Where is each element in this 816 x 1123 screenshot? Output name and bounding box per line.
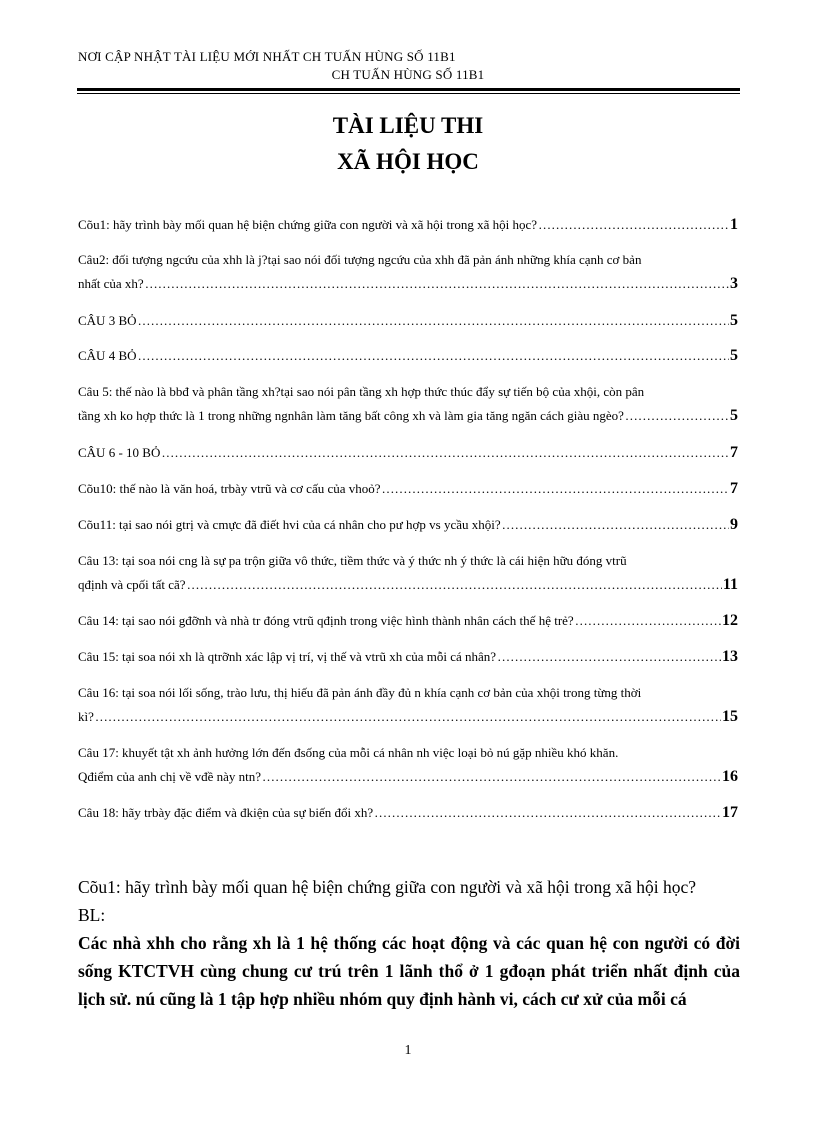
toc-page-number: 11 [722, 576, 738, 593]
toc-leader-dots [625, 404, 729, 428]
toc-entry[interactable] [78, 344, 738, 368]
toc-entry[interactable] [78, 380, 738, 428]
toc-page-number: 5 [730, 312, 738, 329]
header-line-1: NƠI CẬP NHẬT TÀI LIỆU MỚI NHẤT CH TUẤN HÙNG SỐ 11B1 [78, 49, 456, 64]
document-title: TÀI LIỆU THI [332, 113, 484, 138]
header-line-2: CH TUẤN HÙNG SỐ 11B1 [331, 67, 485, 82]
toc-entry-text: Cõu11: tại sao nói gtrị và cmực đã điết hvi của cá nhân cho pư hợp vs ycầu xhội? [78, 517, 501, 532]
toc-page-number: 17 [722, 804, 738, 821]
toc-entry-text: Câu 14: tại sao nói gđỡnh và nhà tr đóng vtrũ qđịnh trong việc hình thành nhân cách thế hệ trẻ? [78, 613, 574, 628]
toc-entry[interactable] [78, 213, 738, 237]
toc-entry-text: qđịnh và cpối tất cã? [78, 577, 186, 592]
toc-leader-dots [538, 213, 729, 237]
toc-entry[interactable] [78, 248, 738, 296]
toc-leader-dots [138, 344, 729, 368]
toc-leader-dots [145, 272, 729, 296]
toc-entry[interactable] [78, 309, 738, 333]
toc-entry-text: kì? [78, 709, 94, 724]
toc-entry-text: Cõu1: hãy trình bày mối quan hệ biện chứng giữa con người và xã hội trong xã hội học? [78, 217, 538, 232]
document-subtitle: XÃ HỘI HỌC [337, 149, 479, 174]
toc-page-number: 9 [730, 516, 738, 533]
toc-leader-dots [575, 609, 721, 633]
toc-page-number: 7 [730, 444, 738, 461]
toc-entry[interactable] [78, 681, 738, 729]
toc-entry-text: Cõu10: thế nào là văn hoá, trbày vtrũ và cơ cấu của vhoỏ? [78, 481, 381, 496]
toc-entry-text: Câu 17: khuyết tật xh ảnh hưởng lớn đến đsống của mỗi cá nhân nh việc loại bỏ nú gặp nhiều khó khăn. [78, 745, 619, 760]
toc-page-number: 13 [722, 648, 738, 665]
toc-page-number: 5 [730, 407, 738, 424]
toc-entry-text: nhất của xh? [78, 276, 144, 291]
table-of-contents [78, 213, 738, 825]
toc-entry-text: Câu 16: tại soa nói lối sống, trào lưu, thị hiếu đã pản ánh đầy đủ n khía cạnh cơ bản của xhội trong từng thời [78, 685, 642, 700]
toc-entry[interactable] [78, 549, 738, 597]
toc-entry[interactable] [78, 477, 738, 501]
answer-label: BL: [78, 905, 106, 925]
answer-paragraph: Các nhà xhh cho rằng xh là 1 hệ thống các hoạt động và các quan hệ con người có đời sống KTCTVH cùng chung cư trú trên 1 lãnh thổ ở 1 gđoạn phát triển nhất định của lịch sử. nú cũng là 1 tập hợp nhiều nhóm quy định hành vi, cách cư xử của mỗi cá [78, 933, 740, 1009]
toc-entry-text: Câu 5: thế nào là bbđ và phân tầng xh?tại sao nói pân tầng xh hợp thức thúc đẩy sự tiến bộ của xhội, còn pân [78, 384, 645, 399]
body-section [78, 873, 740, 1013]
toc-page-number: 12 [722, 612, 738, 629]
toc-entry-text: CÂU 4 BỎ [78, 348, 137, 363]
toc-entry-text: Câu 18: hãy trbày đặc điểm và đkiện của sự biến đổi xh? [78, 805, 374, 820]
toc-page-number: 7 [730, 480, 738, 497]
toc-leader-dots [95, 705, 721, 729]
toc-page-number: 15 [722, 708, 738, 725]
toc-leader-dots [497, 645, 721, 669]
toc-entry-text: Qđiểm của anh chị về vđề này ntn? [78, 769, 262, 784]
header-rule-thick [77, 88, 740, 91]
toc-entry-text: tầng xh ko hợp thức là 1 trong những ngnhân làm tăng bất công xh và làm gia tăng ngăn cách giàu ngèo? [78, 408, 624, 423]
toc-leader-dots [374, 801, 721, 825]
toc-leader-dots [262, 765, 721, 789]
page-number: 1 [404, 1043, 412, 1058]
toc-page-number: 16 [722, 768, 738, 785]
toc-page-number: 1 [730, 216, 738, 233]
toc-entry-text: CÂU 6 - 10 BỎ [78, 445, 161, 460]
toc-leader-dots [382, 477, 729, 501]
question-heading: Cõu1: hãy trình bày mối quan hệ biện chứng giữa con người và xã hội trong xã hội học? [78, 877, 696, 897]
toc-entry[interactable] [78, 441, 738, 465]
toc-leader-dots [187, 573, 722, 597]
toc-entry-text: Câu 13: tại soa nói cng là sự pa trộn giữa vô thức, tiềm thức và ý thức nh ý thức là cái hiện hữu đóng vtrũ [78, 553, 627, 568]
toc-entry[interactable] [78, 741, 738, 789]
header-rule-thin [77, 93, 740, 94]
toc-page-number: 3 [730, 275, 738, 292]
toc-entry-text: CÂU 3 BỎ [78, 313, 137, 328]
toc-entry[interactable] [78, 609, 738, 633]
toc-entry-text: Câu 15: tại soa nói xh là qtrỡnh xác lập vị trí, vị thế và vtrũ xh của mỗi cá nhân? [78, 649, 497, 664]
toc-entry[interactable] [78, 513, 738, 537]
toc-leader-dots [502, 513, 729, 537]
toc-leader-dots [138, 309, 729, 333]
toc-page-number: 5 [730, 347, 738, 364]
toc-entry[interactable] [78, 801, 738, 825]
toc-leader-dots [161, 441, 729, 465]
toc-entry[interactable] [78, 645, 738, 669]
toc-entry-text: Câu2: đối tượng ngcứu của xhh là j?tại sao nói đối tượng ngcứu của xhh đã pản ánh những khía cạnh cơ bản [78, 252, 642, 267]
